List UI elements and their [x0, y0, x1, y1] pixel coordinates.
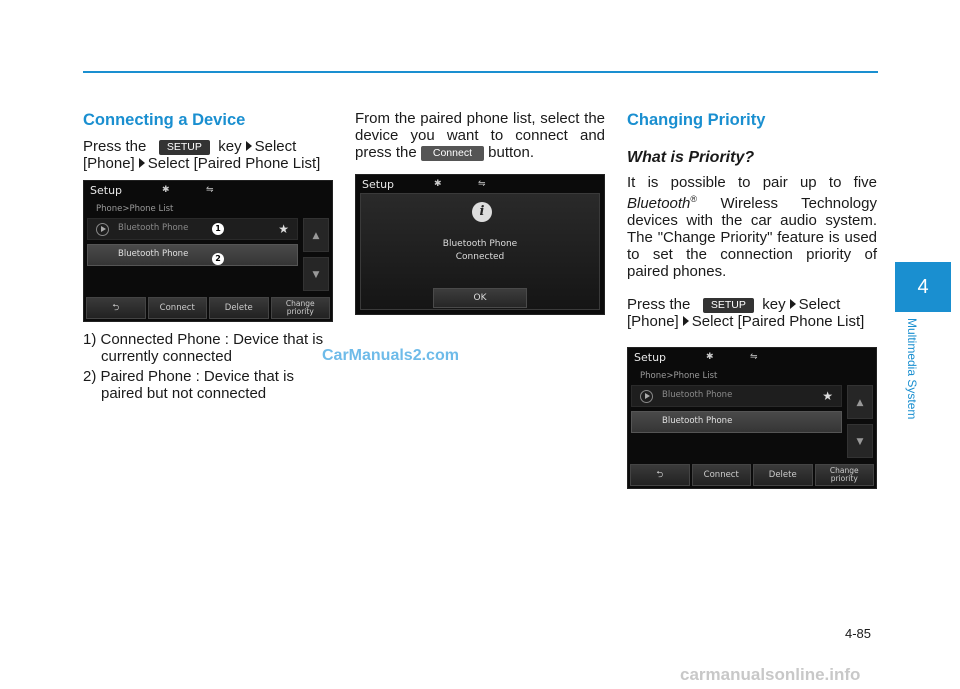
phone-list-screen-1 — [83, 180, 333, 322]
footer-watermark: carmanualsonline.info — [680, 665, 861, 684]
screen-toolbar — [630, 464, 874, 486]
bluetooth-icon: ✱ — [706, 352, 714, 362]
list-item[interactable] — [631, 385, 842, 407]
setup-key-chip: SETUP — [159, 140, 210, 155]
change-priority-button[interactable] — [271, 297, 331, 319]
text-select: Select — [254, 138, 297, 155]
connect-button-chip: Connect — [421, 146, 484, 161]
list-item-selected[interactable] — [631, 411, 842, 433]
ok-button[interactable]: OK — [433, 288, 527, 308]
subheading-what-is-priority: What is Priority? — [627, 149, 755, 166]
text-key: key — [762, 296, 786, 313]
text-press-the: Press the — [627, 296, 691, 313]
text-paired-phone-list: Select [Paired Phone List] — [147, 155, 321, 172]
bluetooth-icon: ✱ — [162, 185, 170, 195]
watermark: CarManuals2.com — [322, 347, 459, 364]
priority-description — [627, 174, 877, 280]
callout-badge-2: 2 — [212, 253, 224, 265]
paired-text-b: button. — [488, 144, 535, 161]
column-connecting — [83, 110, 333, 172]
heading-connecting-device: Connecting a Device — [83, 111, 246, 129]
info-icon: i — [472, 202, 492, 222]
list-item-connected-phone: 1) Connected Phone : Device that is currently connected — [83, 331, 324, 365]
priority-text-a: It is possible to pair up to five — [627, 174, 877, 191]
instruction-select — [83, 138, 333, 172]
dialog-device-name: Bluetooth Phone — [442, 239, 518, 249]
usb-icon: ⇋ — [206, 185, 214, 195]
screen-toolbar — [86, 297, 330, 319]
change-label: Change — [829, 466, 859, 475]
back-button[interactable]: ⮌ — [86, 297, 146, 319]
dialog-status: Connected — [455, 252, 505, 262]
priority-label: priority — [286, 307, 314, 316]
priority-label: priority — [830, 474, 858, 483]
text-phone: [Phone] — [83, 155, 135, 172]
scroll-down-button[interactable]: ▼ — [303, 257, 329, 291]
priority-text-b: Wireless Technology devices with the car audio system. The "Change Priority" feature is used to set the connection priority of paired phones. — [627, 195, 877, 280]
text-select: Select — [798, 296, 841, 313]
registered-mark: ® — [690, 194, 698, 204]
callout-badge-1: 1 — [212, 223, 224, 235]
connected-dialog-screen — [355, 174, 605, 315]
connect-button[interactable]: Connect — [692, 464, 752, 486]
change-priority-button[interactable] — [815, 464, 875, 486]
connect-button[interactable]: Connect — [148, 297, 208, 319]
phone-list-screen-2 — [627, 347, 877, 489]
setup-key-chip: SETUP — [703, 298, 754, 313]
usb-icon: ⇋ — [750, 352, 758, 362]
arrow-right-icon — [246, 141, 252, 151]
screen-title: Setup — [90, 184, 123, 197]
column-connect-instructions — [355, 110, 605, 161]
play-icon — [640, 390, 653, 403]
screen-path: Phone>Phone List — [96, 204, 174, 214]
arrow-right-icon — [790, 299, 796, 309]
list-item-paired-phone: 2) Paired Phone : Device that is paired but not connected — [83, 368, 294, 402]
arrow-right-icon — [139, 158, 145, 168]
play-icon — [96, 223, 109, 236]
back-button[interactable]: ⮌ — [630, 464, 690, 486]
bluetooth-brand: Bluetooth — [627, 195, 691, 212]
screen-title: Setup — [634, 351, 667, 364]
page-number: 4-85 — [845, 626, 872, 641]
screen-title: Setup — [362, 178, 395, 191]
list-item-label: Bluetooth Phone — [118, 249, 189, 259]
list-item-label: Bluetooth Phone — [118, 223, 189, 233]
instruction-select-2 — [627, 296, 877, 330]
scroll-down-button[interactable]: ▼ — [847, 424, 873, 458]
legend-list — [83, 331, 333, 405]
chapter-title: Multimedia System — [905, 318, 919, 420]
paired-list-instruction — [355, 110, 605, 161]
text-paired-phone-list: Select [Paired Phone List] — [691, 313, 865, 330]
heading-changing-priority: Changing Priority — [627, 111, 766, 129]
list-item[interactable] — [87, 218, 298, 240]
star-icon: ★ — [278, 222, 289, 236]
star-icon: ★ — [822, 389, 833, 403]
paired-text-a: From the paired phone list, select the device you want to connect and press the — [355, 110, 605, 161]
scroll-up-button[interactable]: ▲ — [303, 218, 329, 252]
text-phone: [Phone] — [627, 313, 679, 330]
delete-button[interactable]: Delete — [209, 297, 269, 319]
chapter-tab: 4 — [895, 262, 951, 312]
scroll-up-button[interactable]: ▲ — [847, 385, 873, 419]
text-key: key — [218, 138, 242, 155]
header-rule — [83, 71, 878, 73]
change-label: Change — [285, 299, 315, 308]
list-item-selected[interactable] — [87, 244, 298, 266]
bluetooth-icon: ✱ — [434, 179, 442, 189]
text-press-the: Press the — [83, 138, 147, 155]
arrow-right-icon — [683, 316, 689, 326]
delete-button[interactable]: Delete — [753, 464, 813, 486]
connected-dialog — [360, 193, 600, 310]
column-priority — [627, 110, 877, 330]
list-item-label: Bluetooth Phone — [662, 416, 733, 426]
screen-path: Phone>Phone List — [640, 371, 718, 381]
list-item-label: Bluetooth Phone — [662, 390, 733, 400]
usb-icon: ⇋ — [478, 179, 486, 189]
